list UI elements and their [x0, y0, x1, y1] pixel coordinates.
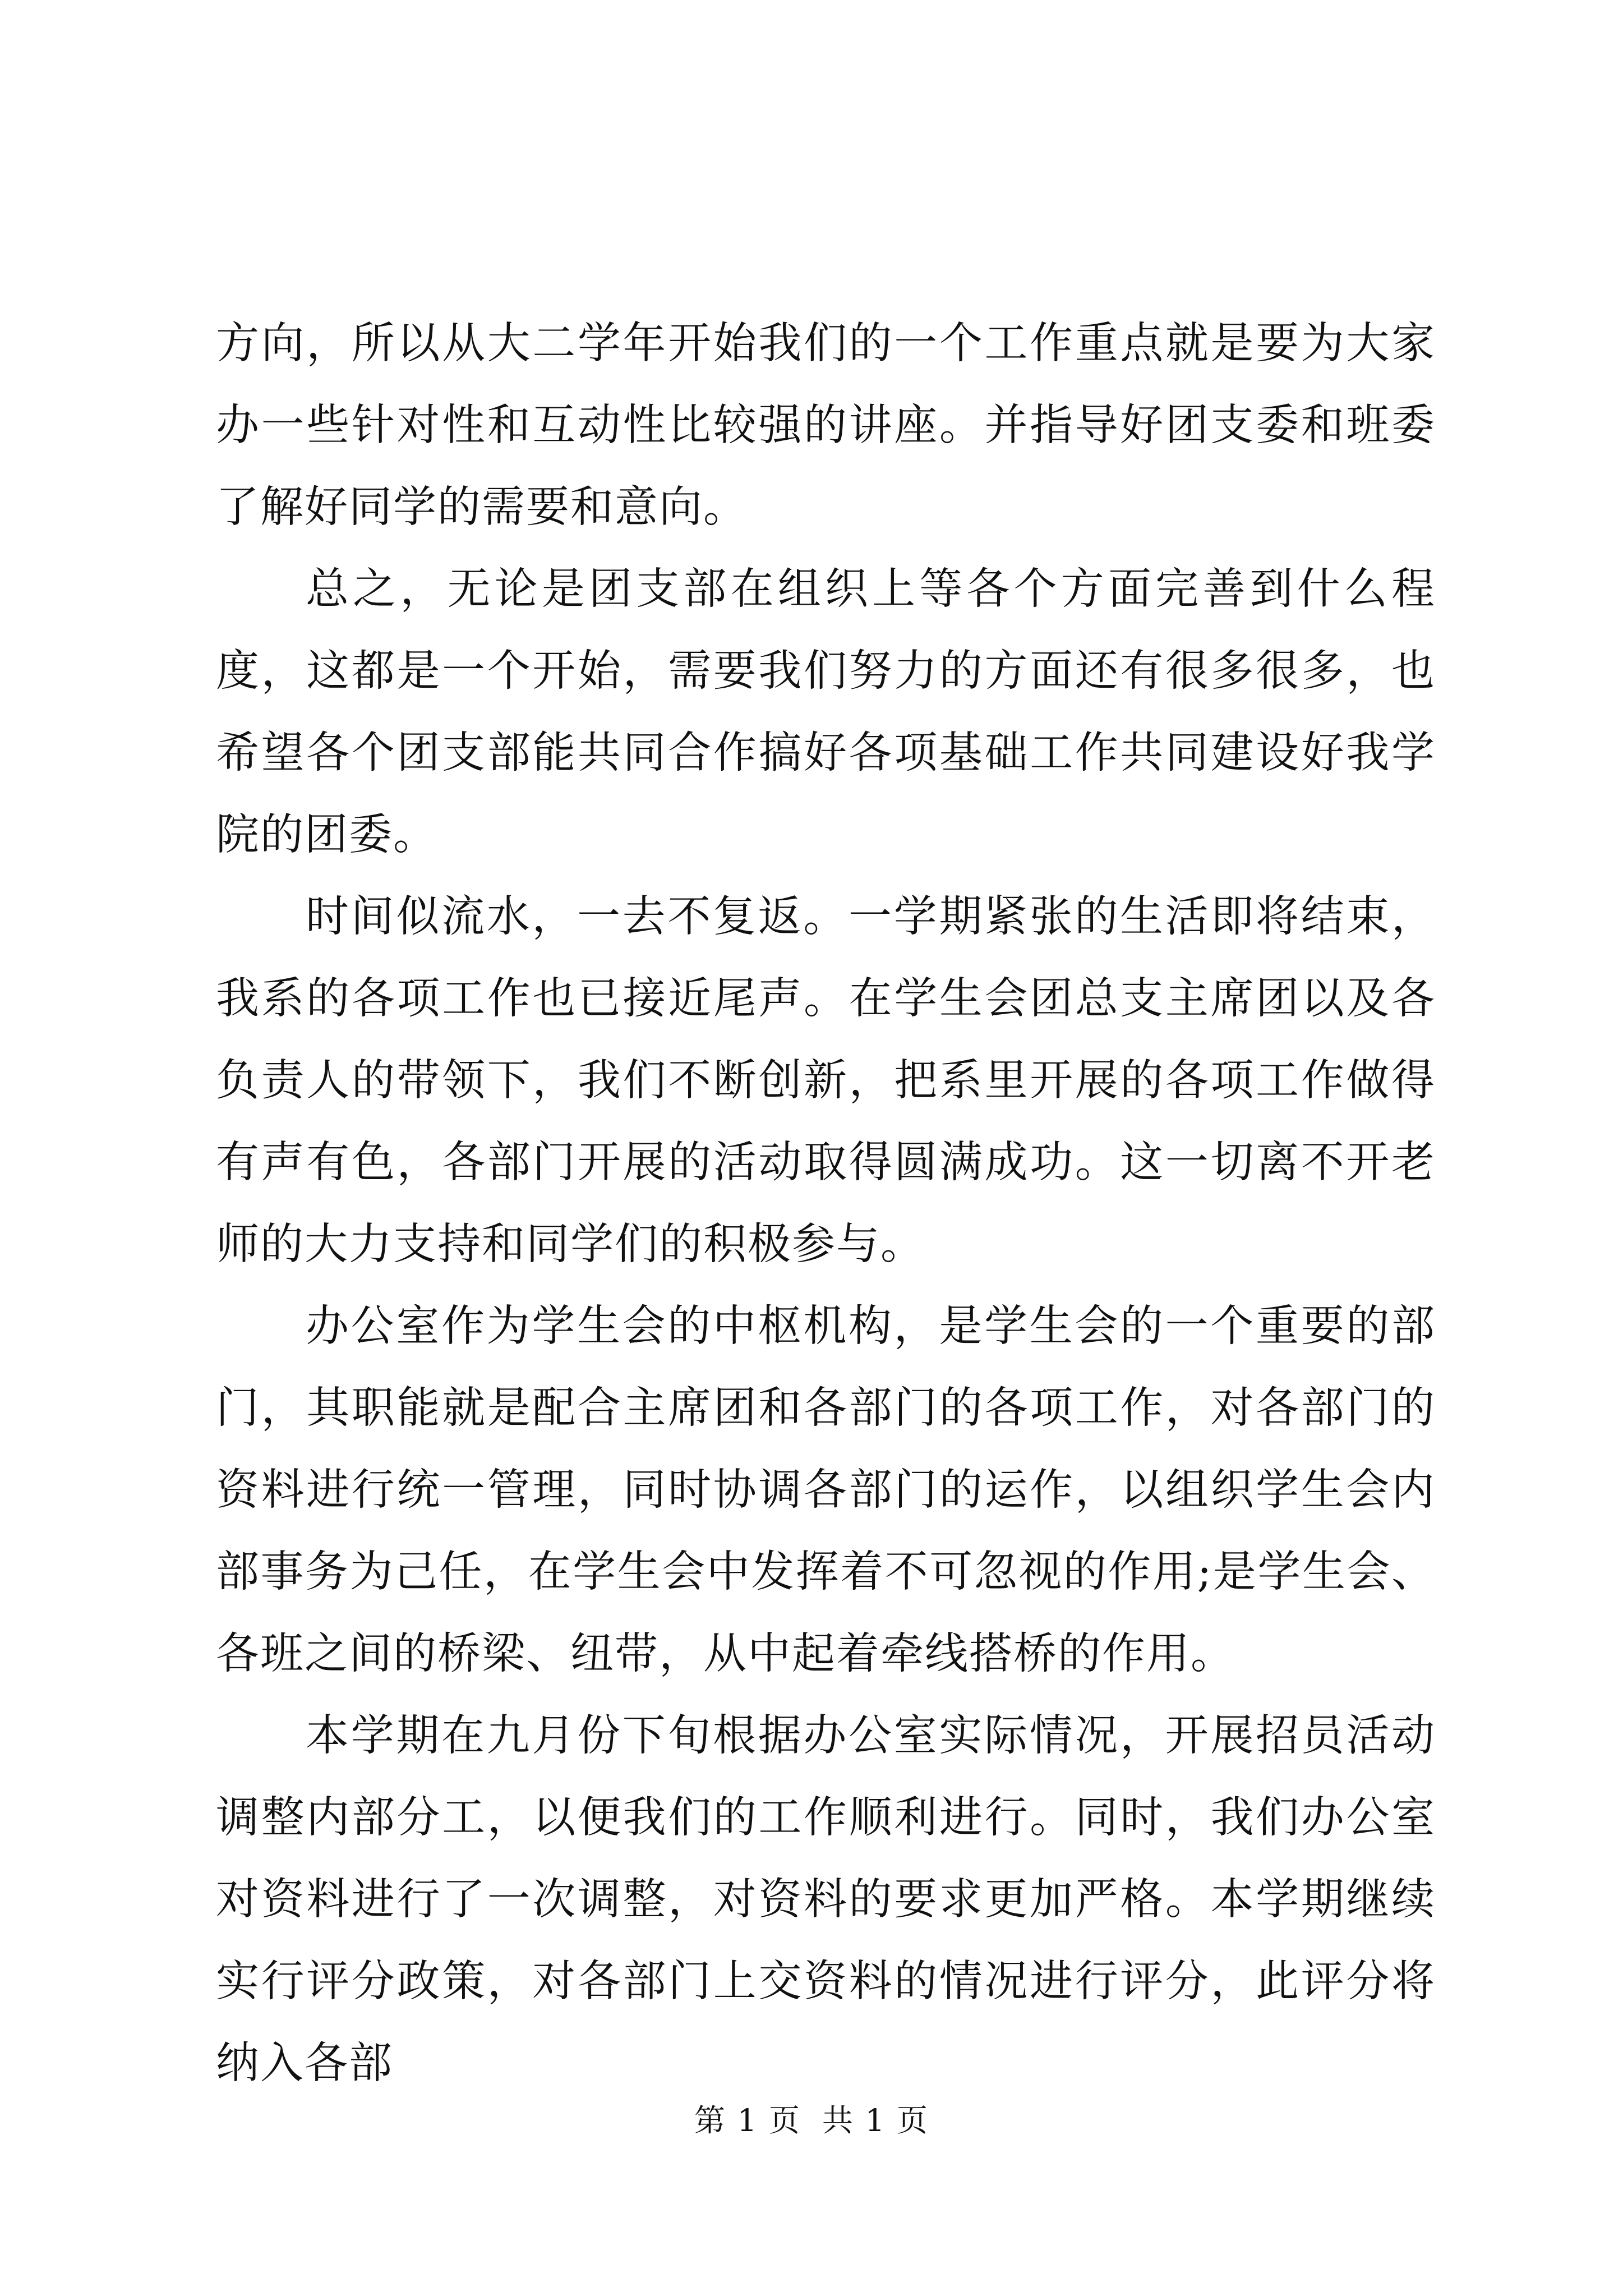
page-total: 共 1 页 [822, 2102, 929, 2138]
paragraph-5: 本学期在九月份下旬根据办公室实际情况，开展招员活动调整内部分工，以便我们的工作顺利进行。同时，我们办公室对资料进行了一次调整，对资料的要求更加严格。本学期继续实行评分政策，对各部门上交资料的情况进行评分，此评分将纳入各部 [216, 1711, 1436, 2088]
paragraph-3: 时间似流水，一去不复返。一学期紧张的生活即将结束，我系的各项工作也已接近尾声。在学生会团总支主席团以及各负责人的带领下，我们不断创新，把系里开展的各项工作做得有声有色，各部门开展的活动取得圆满成功。这一切离不开老师的大力支持和同学们的积极参与。 [216, 892, 1436, 1269]
page-number: 第 1 页 [694, 2102, 801, 2138]
document-body [216, 303, 1436, 2105]
paragraph-4: 办公室作为学生会的中枢机构，是学生会的一个重要的部门，其职能就是配合主席团和各部门的各项工作，对各部门的资料进行统一管理，同时协调各部门的运作，以组织学生会内部事务为己任，在学生会中发挥着不可忽视的作用;是学生会、各班之间的桥梁、纽带，从中起着牵线搭桥的作用。 [216, 1301, 1436, 1679]
paragraph-2: 总之，无论是团支部在组织上等各个方面完善到什么程度，这都是一个开始，需要我们努力的方面还有很多很多，也希望各个团支部能共同合作搞好各项基础工作共同建设好我学院的团委。 [216, 564, 1436, 860]
page-footer [0, 2101, 1623, 2140]
paragraph-1: 方向，所以从大二学年开始我们的一个工作重点就是要为大家办一些针对性和互动性比较强的讲座。并指导好团支委和班委了解好同学的需要和意向。 [216, 319, 1436, 532]
